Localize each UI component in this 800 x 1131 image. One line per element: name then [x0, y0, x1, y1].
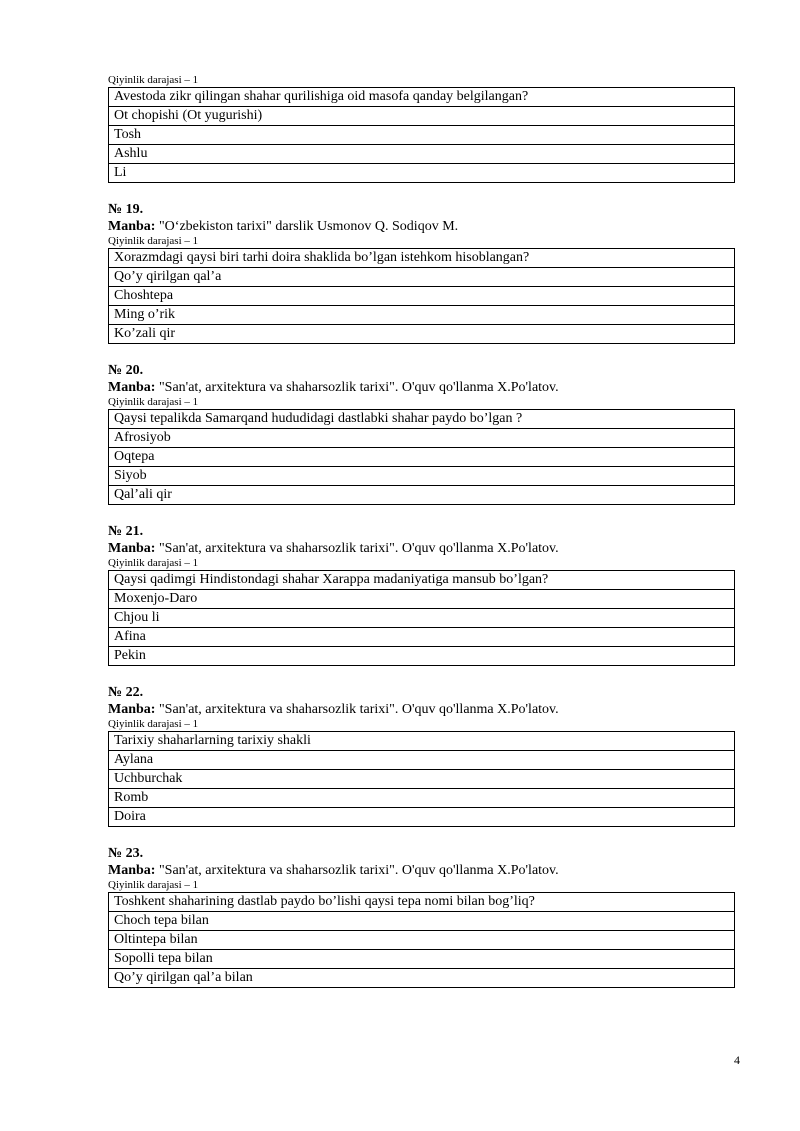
answer-row	[109, 486, 735, 505]
source-label: Manba:	[108, 702, 156, 717]
answer-text: Qo’y qirilgan qal’a bilan	[109, 969, 735, 988]
answer-text: Qo’y qirilgan qal’a	[109, 268, 735, 287]
source-text: "San'at, arxitektura va shaharsozlik tarixi". O'quv qo'llanma X.Po'latov.	[155, 863, 559, 878]
answer-row	[109, 647, 735, 666]
question-text: Tarixiy shaharlarning tarixiy shakli	[109, 732, 735, 751]
source-line	[108, 701, 735, 718]
answer-row	[109, 969, 735, 988]
source-line	[108, 540, 735, 557]
answer-row	[109, 268, 735, 287]
question-number: № 19.	[108, 202, 144, 217]
document-page	[108, 74, 735, 988]
question-block-20	[108, 362, 735, 505]
question-row	[109, 732, 735, 751]
question-block-22	[108, 684, 735, 827]
answer-text: Moxenjo-Daro	[109, 590, 735, 609]
question-table	[108, 409, 735, 505]
answer-row	[109, 306, 735, 325]
question-number: № 20.	[108, 363, 144, 378]
answer-row	[109, 912, 735, 931]
question-table	[108, 570, 735, 666]
answer-text: Sopolli tepa bilan	[109, 950, 735, 969]
answer-row	[109, 628, 735, 647]
question-table	[108, 731, 735, 827]
question-block-18	[108, 74, 735, 183]
question-row	[109, 410, 735, 429]
answer-text: Tosh	[109, 126, 735, 145]
answer-row	[109, 287, 735, 306]
question-block-21	[108, 523, 735, 666]
answer-text: Oltintepa bilan	[109, 931, 735, 950]
answer-text: Pekin	[109, 647, 735, 666]
answer-text: Ashlu	[109, 145, 735, 164]
answer-row	[109, 789, 735, 808]
answer-text: Afrosiyob	[109, 429, 735, 448]
question-row	[109, 88, 735, 107]
answer-row	[109, 164, 735, 183]
question-table	[108, 248, 735, 344]
answer-row	[109, 770, 735, 789]
answer-row	[109, 609, 735, 628]
answer-text: Afina	[109, 628, 735, 647]
answer-text: Ming o’rik	[109, 306, 735, 325]
question-text: Toshkent shaharining dastlab paydo bo’lishi qaysi tepa nomi bilan bog’liq?	[109, 893, 735, 912]
difficulty-level: Qiyinlik darajasi – 1	[108, 718, 199, 730]
source-text: "San'at, arxitektura va shaharsozlik tarixi". O'quv qo'llanma X.Po'latov.	[155, 541, 559, 556]
source-text: "San'at, arxitektura va shaharsozlik tarixi". O'quv qo'llanma X.Po'latov.	[155, 702, 559, 717]
answer-row	[109, 325, 735, 344]
answer-row	[109, 931, 735, 950]
answer-row	[109, 590, 735, 609]
answer-text: Li	[109, 164, 735, 183]
question-block-19	[108, 201, 735, 344]
question-text: Qaysi tepalikda Samarqand hududidagi dastlabki shahar paydo bo’lgan ?	[109, 410, 735, 429]
answer-text: Ko’zali qir	[109, 325, 735, 344]
source-label: Manba:	[108, 541, 156, 556]
difficulty-level: Qiyinlik darajasi – 1	[108, 235, 199, 247]
answer-row	[109, 107, 735, 126]
answer-text: Chjou li	[109, 609, 735, 628]
question-table	[108, 87, 735, 183]
answer-row	[109, 950, 735, 969]
source-line	[108, 218, 735, 235]
source-text: "O‘zbekiston tarixi" darslik Usmonov Q. Sodiqov M.	[155, 219, 459, 234]
answer-text: Choch tepa bilan	[109, 912, 735, 931]
question-number: № 23.	[108, 846, 144, 861]
answer-text: Qal’ali qir	[109, 486, 735, 505]
answer-text: Ot chopishi (Ot yugurishi)	[109, 107, 735, 126]
question-block-23	[108, 845, 735, 988]
question-text: Qaysi qadimgi Hindistondagi shahar Xarappa madaniyatiga mansub bo’lgan?	[109, 571, 735, 590]
source-line	[108, 379, 735, 396]
difficulty-level: Qiyinlik darajasi – 1	[108, 879, 199, 891]
answer-row	[109, 808, 735, 827]
answer-row	[109, 448, 735, 467]
page-number: 4	[734, 1053, 740, 1067]
difficulty-level: Qiyinlik darajasi – 1	[108, 74, 199, 86]
question-row	[109, 249, 735, 268]
question-text: Avestoda zikr qilingan shahar qurilishiga oid masofa qanday belgilangan?	[109, 88, 735, 107]
answer-text: Uchburchak	[109, 770, 735, 789]
answer-text: Siyob	[109, 467, 735, 486]
answer-row	[109, 467, 735, 486]
question-number: № 22.	[108, 685, 144, 700]
answer-row	[109, 145, 735, 164]
difficulty-level: Qiyinlik darajasi – 1	[108, 557, 199, 569]
question-table	[108, 892, 735, 988]
answer-text: Romb	[109, 789, 735, 808]
answer-text: Doira	[109, 808, 735, 827]
source-label: Manba:	[108, 863, 156, 878]
difficulty-level: Qiyinlik darajasi – 1	[108, 396, 199, 408]
source-label: Manba:	[108, 380, 156, 395]
answer-text: Oqtepa	[109, 448, 735, 467]
answer-row	[109, 429, 735, 448]
question-text: Xorazmdagi qaysi biri tarhi doira shaklida bo’lgan istehkom hisoblangan?	[109, 249, 735, 268]
answer-text: Choshtepa	[109, 287, 735, 306]
answer-text: Aylana	[109, 751, 735, 770]
source-text: "San'at, arxitektura va shaharsozlik tarixi". O'quv qo'llanma X.Po'latov.	[155, 380, 559, 395]
question-row	[109, 893, 735, 912]
answer-row	[109, 751, 735, 770]
source-label: Manba:	[108, 219, 156, 234]
answer-row	[109, 126, 735, 145]
question-number: № 21.	[108, 524, 144, 539]
source-line	[108, 862, 735, 879]
question-row	[109, 571, 735, 590]
